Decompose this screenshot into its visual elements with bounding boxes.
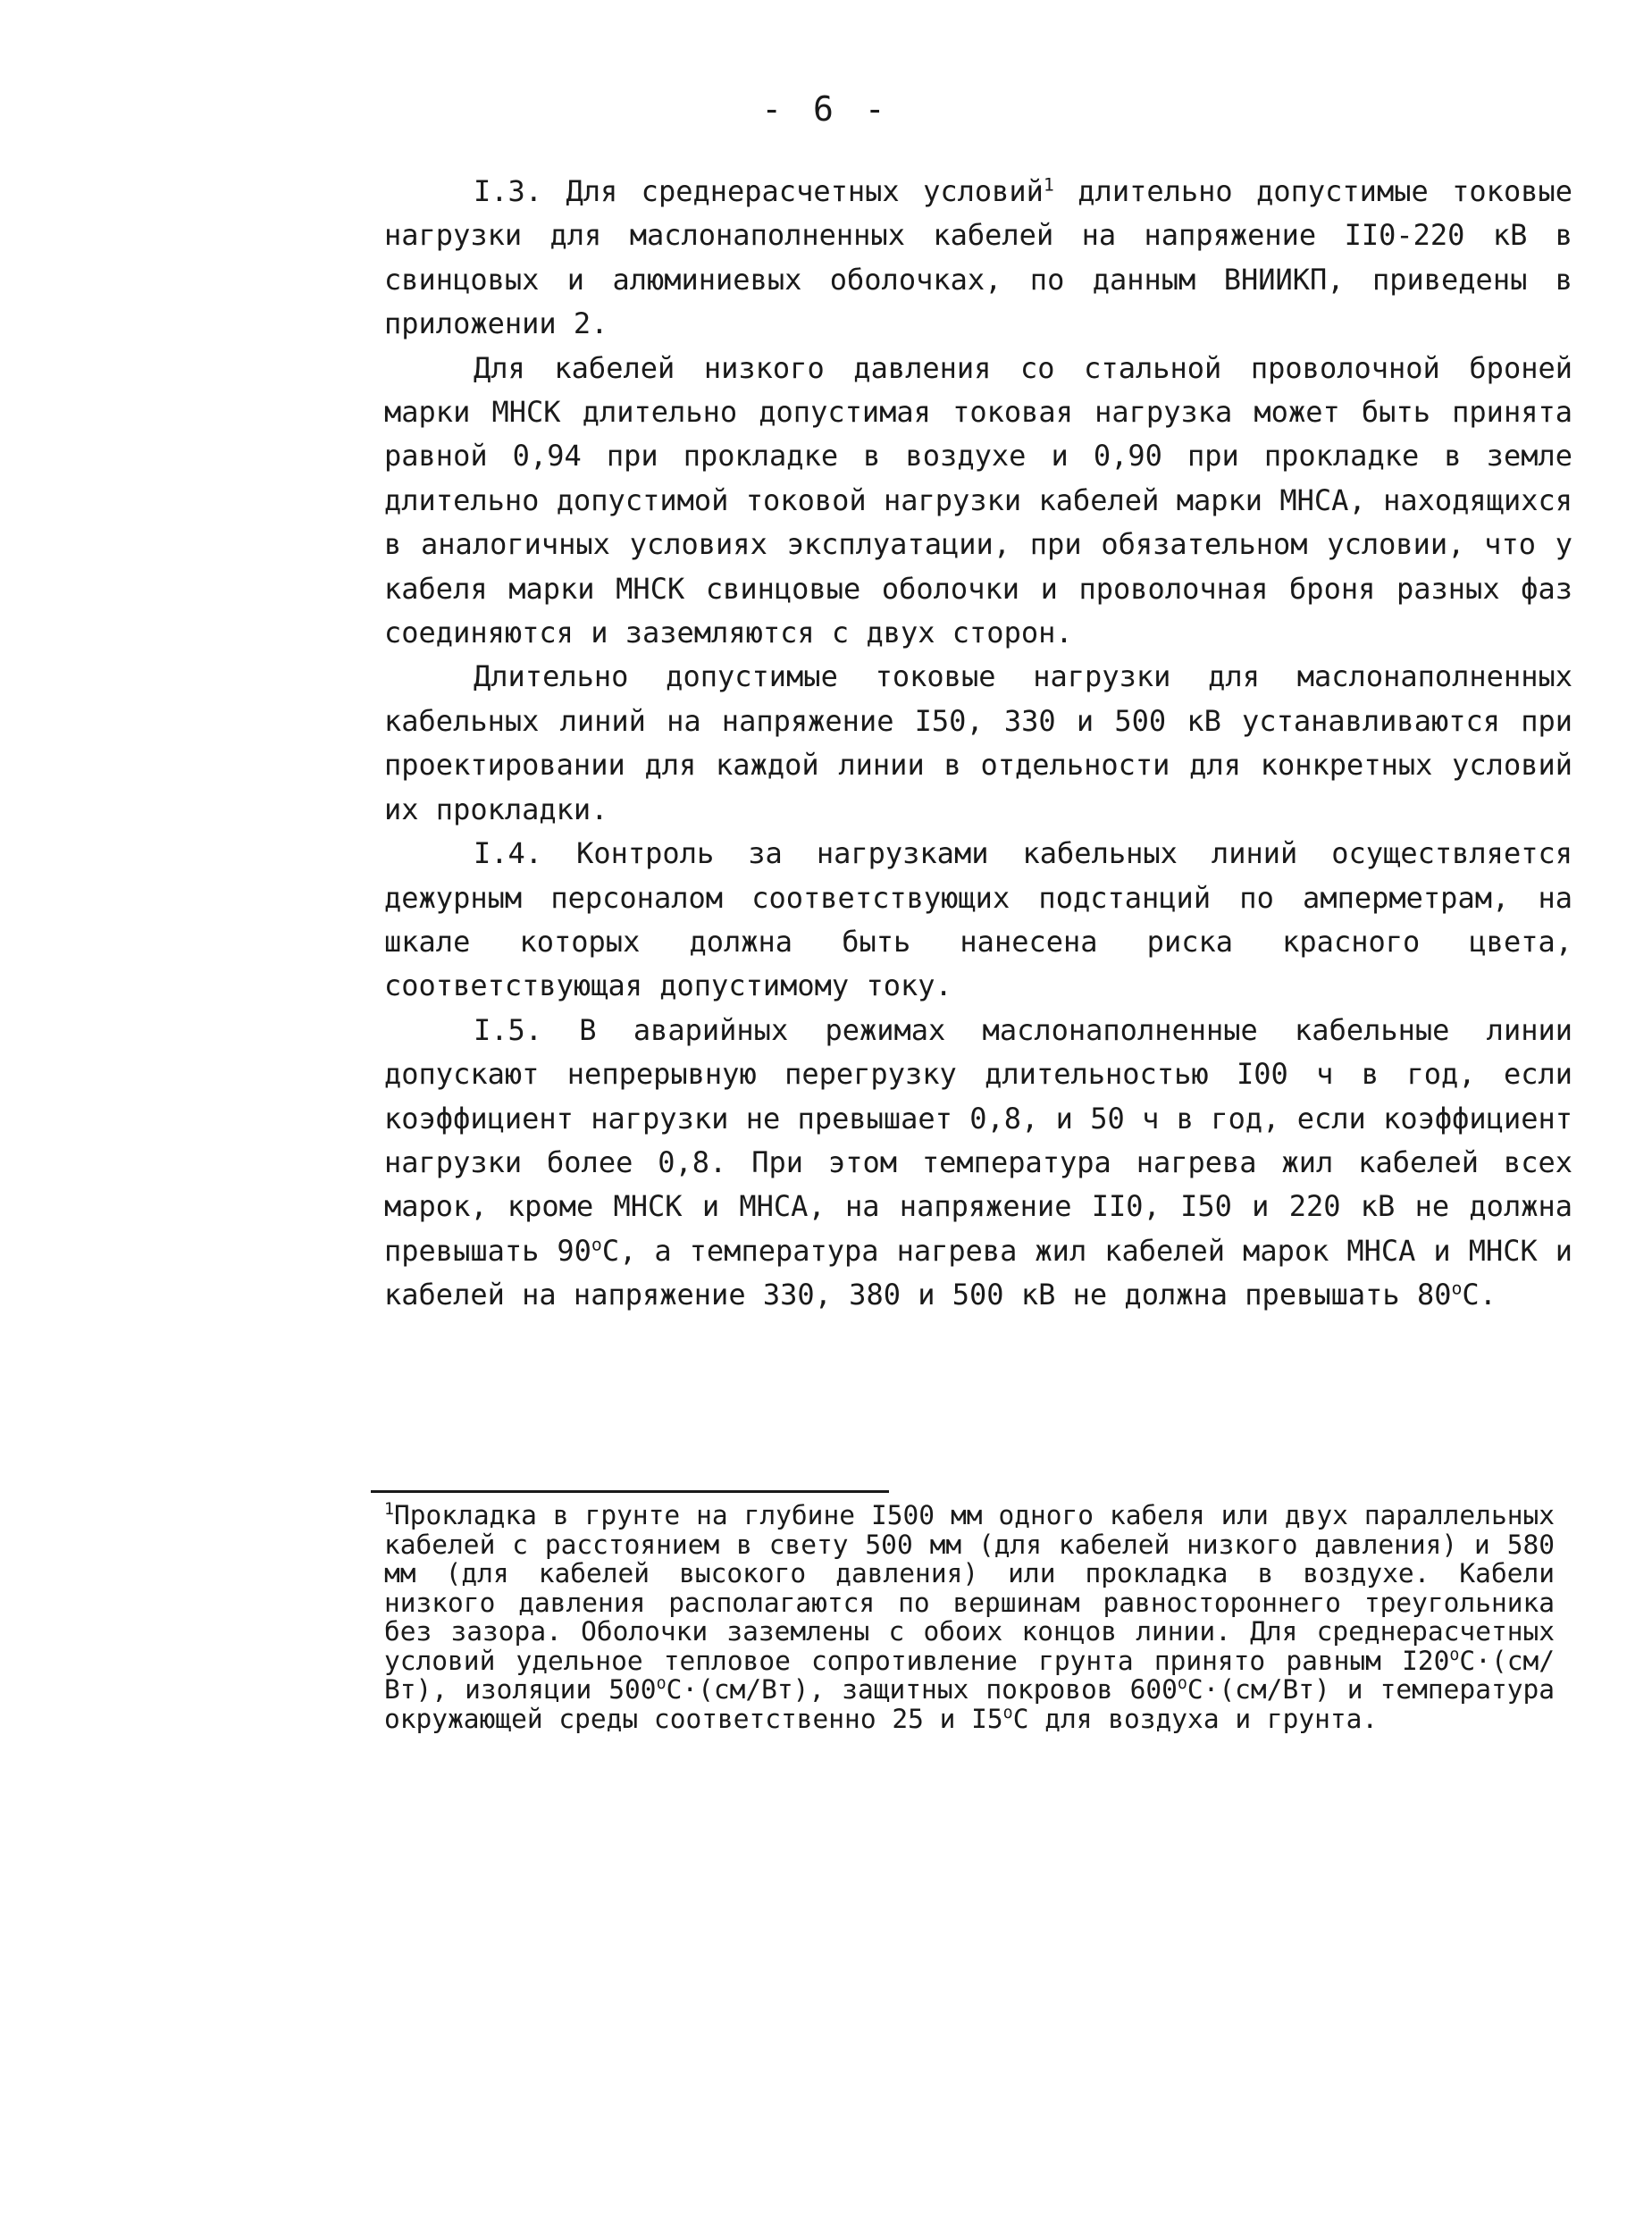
paragraph-150-500kv-lines: Длительно допустимые токовые нагрузки для маслонаполненных кабельных линий на напряжение I50, 330 и 500 кВ устанавливаются при проектировании для каждой линии в отдельности для конкретных условий их прокладки. <box>384 659 1572 826</box>
paragraph-1-3-text-start: I.3. Для среднерасчетных условий <box>474 174 1044 208</box>
paragraph-mnsk-cables: Для кабелей низкого давления со стальной проволочной броней марки МНСК длительно допустимая токовая нагрузка может быть принята равной 0,94 при прокладке в воздухе и 0,90 при прокладке в земле длительно допустимой токовой нагрузки кабелей марки МНСА, находящихся в аналогичных условиях эксплуатации, при обязательном условии, что у кабеля марки МНСК свинцовые оболочки и проволочная броня разных фаз соединяются и заземляются с двух сторон. <box>384 350 1572 650</box>
paragraph-1-5-text-b: С, а температура нагрева жил кабелей марок МНСА и МНСК и кабелей на напряжение 330, 380 и 500 кВ не должна превышать 80 <box>384 1233 1573 1312</box>
footnote-reference-marker: 1 <box>1043 174 1054 196</box>
footnote <box>384 1501 1555 1733</box>
paragraph-1-4: I.4. Контроль за нагрузками кабельных линий осуществляется дежурным персоналом соответствующих подстанций по амперметрам, на шкале которых должна быть нанесена риска красного цвета, соответствующая допустимому току. <box>384 836 1572 1003</box>
paragraph-1-5-text-c: С. <box>1462 1278 1497 1312</box>
page-number: - 6 - <box>761 89 891 129</box>
footnote-marker: 1 <box>384 1500 395 1520</box>
degree-sign: о <box>591 1234 602 1255</box>
footnote-text-c: С·(см/Вт), защитных покровов 600 <box>666 1674 1178 1705</box>
footnote-text <box>384 1501 1555 1733</box>
footnote-text-d: С·(см/Вт) и температура окружающей среды соответственно 25 и I5 <box>384 1674 1555 1734</box>
paragraph-1-5 <box>384 1009 1572 1318</box>
paragraph-1-3 <box>384 170 1572 347</box>
body-text <box>384 170 1572 1318</box>
paragraph-1-3-text-end: длительно допустимые токовые нагрузки для маслонаполненных кабелей на напряжение II0-220 кВ в свинцовых и алюминиевых оболочках, по данным ВНИИКП, приведены в приложении 2. <box>384 174 1572 341</box>
degree-sign: о <box>1177 1674 1187 1694</box>
degree-sign: о <box>1449 1645 1460 1664</box>
footnote-text-a: Прокладка в грунте на глубине I500 мм одного кабеля или двух параллельных кабелей с расстоянием в свету 500 мм (для кабелей низкого давления) и 580 мм (для кабелей высокого давления) или прокладка в воздухе. Кабели низкого давления располагаются по вершинам равностороннего треугольника без зазора. Оболочки заземлены с обоих концов линии. Для среднерасчетных условий удельное тепловое сопротивление грунта принято равным I20 <box>384 1500 1555 1676</box>
footnote-separator-line <box>371 1490 889 1493</box>
footnote-text-e: С для воздуха и грунта. <box>1012 1703 1379 1734</box>
degree-sign: о <box>656 1674 667 1694</box>
paragraph-1-5-text-a: I.5. В аварийных режимах маслонаполненные кабельные линии допускают непрерывную перегрузку длительностью I00 ч в год, если коэффициент нагрузки не превышает 0,8, и 50 ч в год, если коэффициент нагрузки более 0,8. При этом температура нагрева жил кабелей всех марок, кроме МНСК и МНСА, на напряжение II0, I50 и 220 кВ не должна превышать 90 <box>384 1012 1572 1268</box>
degree-sign: о <box>1002 1703 1013 1723</box>
footnote-text-b: С·(см/Вт), изоляции 500 <box>384 1645 1555 1705</box>
degree-sign: о <box>1451 1278 1463 1299</box>
